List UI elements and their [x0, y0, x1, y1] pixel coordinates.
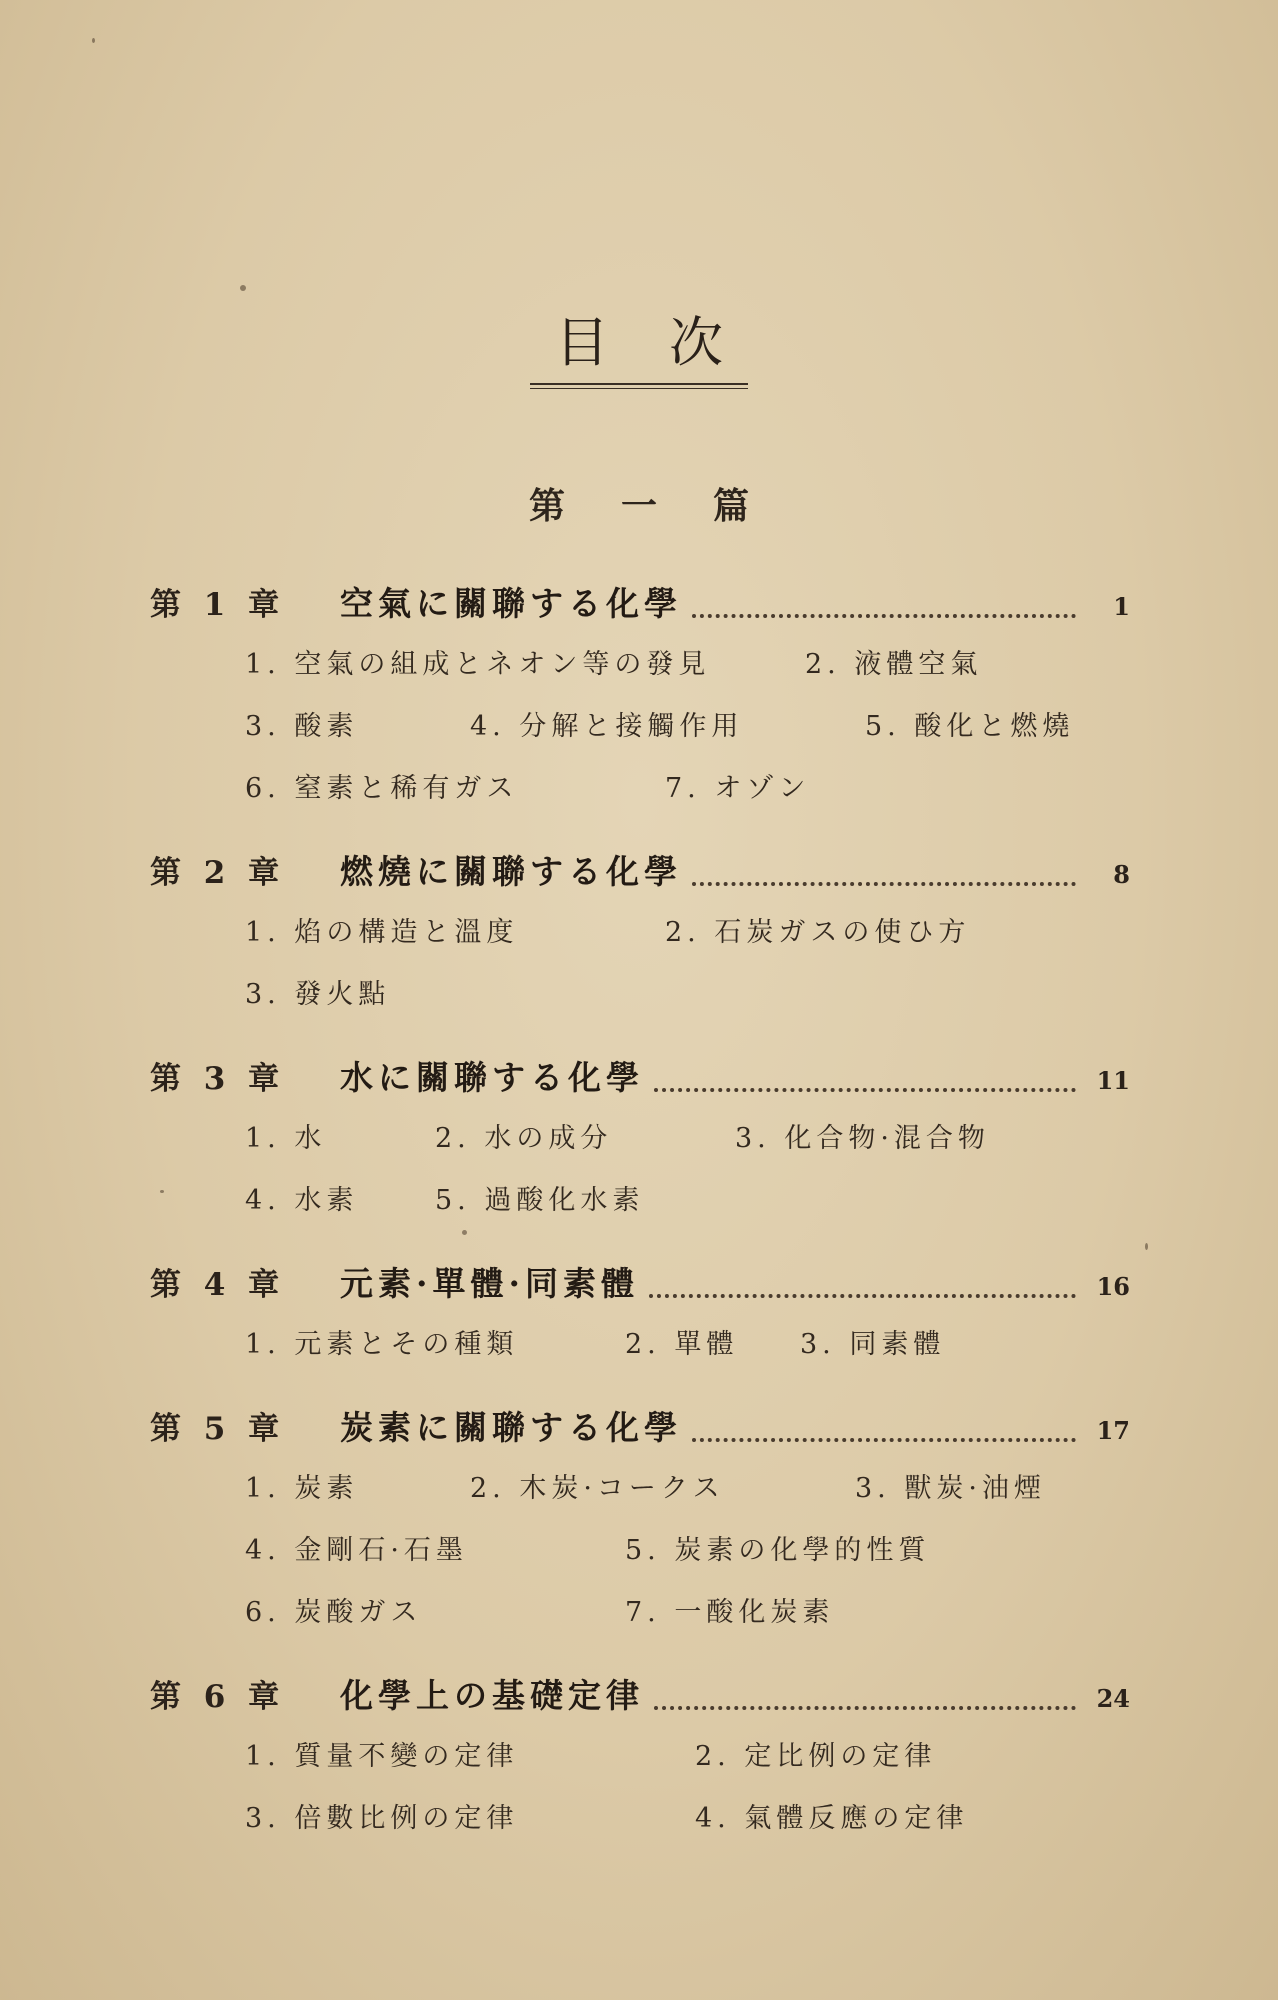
section-item: 4. 氣體反應の定律: [695, 1803, 969, 1834]
section-item: 1. 元素とその種類: [245, 1329, 519, 1360]
chapter-entry: [150, 1670, 1130, 1850]
chapter-number: 第 6 章: [150, 1679, 286, 1715]
toc-title: 目次: [555, 311, 783, 374]
chapter-heading: [150, 1402, 1130, 1458]
chapter-number: 第 5 章: [150, 1411, 286, 1447]
section-item: 2. 單體: [625, 1329, 739, 1360]
chapter-page-number: 8: [1113, 860, 1130, 889]
section-row: [150, 964, 1130, 1026]
section-row: [150, 1170, 1130, 1232]
section-row: [150, 634, 1130, 696]
chapter-number: 第 1 章: [150, 587, 286, 623]
chapter-entry: [150, 1402, 1130, 1644]
section-item: 2. 水の成分: [435, 1123, 613, 1154]
chapter-heading: [150, 846, 1130, 902]
section-item: 1. 空氣の組成とネオン等の發見: [245, 649, 711, 680]
chapter-heading: [150, 1052, 1130, 1108]
section-item: 2. 木炭·コークス: [470, 1473, 725, 1504]
toc-title-block: [0, 300, 1278, 389]
dot-leader: [692, 870, 1076, 886]
section-item: 3. 倍數比例の定律: [245, 1803, 519, 1834]
table-of-contents: [150, 578, 1130, 1876]
section-item: 1. 炭素: [245, 1473, 359, 1504]
section-item: 7. 一酸化炭素: [625, 1597, 835, 1628]
section-row: [150, 1458, 1130, 1520]
section-item: 1. 焰の構造と溫度: [245, 917, 519, 948]
section-item: 1. 質量不變の定律: [245, 1741, 519, 1772]
chapter-title: 化學上の基礎定律: [340, 1676, 644, 1715]
chapter-heading: [150, 1670, 1130, 1726]
dot-leader: [692, 602, 1076, 618]
chapter-title: 空氣に關聯する化學: [340, 584, 682, 623]
chapter-page-number: 17: [1096, 1416, 1130, 1445]
section-item: 1. 水: [245, 1123, 327, 1154]
chapter-page-number: 1: [1113, 592, 1130, 621]
section-item: 3. 發火點: [245, 979, 391, 1010]
section-item: 5. 過酸化水素: [435, 1185, 645, 1216]
section-item: 2. 定比例の定律: [695, 1741, 937, 1772]
section-row: [150, 696, 1130, 758]
chapter-page-number: 16: [1096, 1272, 1130, 1301]
title-double-rule: [530, 383, 748, 389]
chapter-heading: [150, 1258, 1130, 1314]
section-item: 4. 水素: [245, 1185, 359, 1216]
chapter-heading: [150, 578, 1130, 634]
section-item: 6. 窒素と稀有ガス: [245, 773, 519, 804]
section-item: 7. オゾン: [665, 773, 811, 804]
chapter-title: 元素·單體·同素體: [340, 1264, 639, 1303]
chapter-entry: [150, 846, 1130, 1026]
paper-speck: [240, 285, 246, 291]
dot-leader: [654, 1694, 1076, 1710]
section-row: [150, 758, 1130, 820]
section-item: 3. 酸素: [245, 711, 359, 742]
section-item: 5. 酸化と燃燒: [865, 711, 1075, 742]
section-item: 3. 同素體: [800, 1329, 946, 1360]
paper-speck: [1145, 1243, 1148, 1250]
dot-leader: [654, 1076, 1076, 1092]
section-row: [150, 1108, 1130, 1170]
section-row: [150, 902, 1130, 964]
paper-speck: [92, 38, 95, 43]
section-item: 3. 獸炭·油煙: [855, 1473, 1046, 1504]
chapter-page-number: 11: [1096, 1066, 1130, 1095]
section-item: 3. 化合物·混合物: [735, 1123, 990, 1154]
dot-leader: [649, 1282, 1076, 1298]
chapter-entry: [150, 578, 1130, 820]
chapter-entry: [150, 1258, 1130, 1376]
section-item: 5. 炭素の化學的性質: [625, 1535, 931, 1566]
dot-leader: [692, 1426, 1076, 1442]
chapter-number: 第 4 章: [150, 1267, 286, 1303]
chapter-number: 第 2 章: [150, 855, 286, 891]
chapter-page-number: 24: [1096, 1684, 1130, 1713]
chapter-title: 水に關聯する化學: [340, 1058, 644, 1097]
chapter-title: 炭素に關聯する化學: [340, 1408, 682, 1447]
chapter-entry: [150, 1052, 1130, 1232]
section-item: 4. 金剛石·石墨: [245, 1535, 468, 1566]
section-row: [150, 1520, 1130, 1582]
section-item: 2. 液體空氣: [805, 649, 983, 680]
chapter-number: 第 3 章: [150, 1061, 286, 1097]
section-row: [150, 1788, 1130, 1850]
section-row: [150, 1314, 1130, 1376]
section-item: 6. 炭酸ガス: [245, 1597, 423, 1628]
section-row: [150, 1582, 1130, 1644]
chapter-title: 燃燒に關聯する化學: [340, 852, 682, 891]
section-row: [150, 1726, 1130, 1788]
section-item: 2. 石炭ガスの使ひ方: [665, 917, 971, 948]
part-heading: 第一篇: [528, 485, 805, 527]
section-item: 4. 分解と接觸作用: [470, 711, 744, 742]
